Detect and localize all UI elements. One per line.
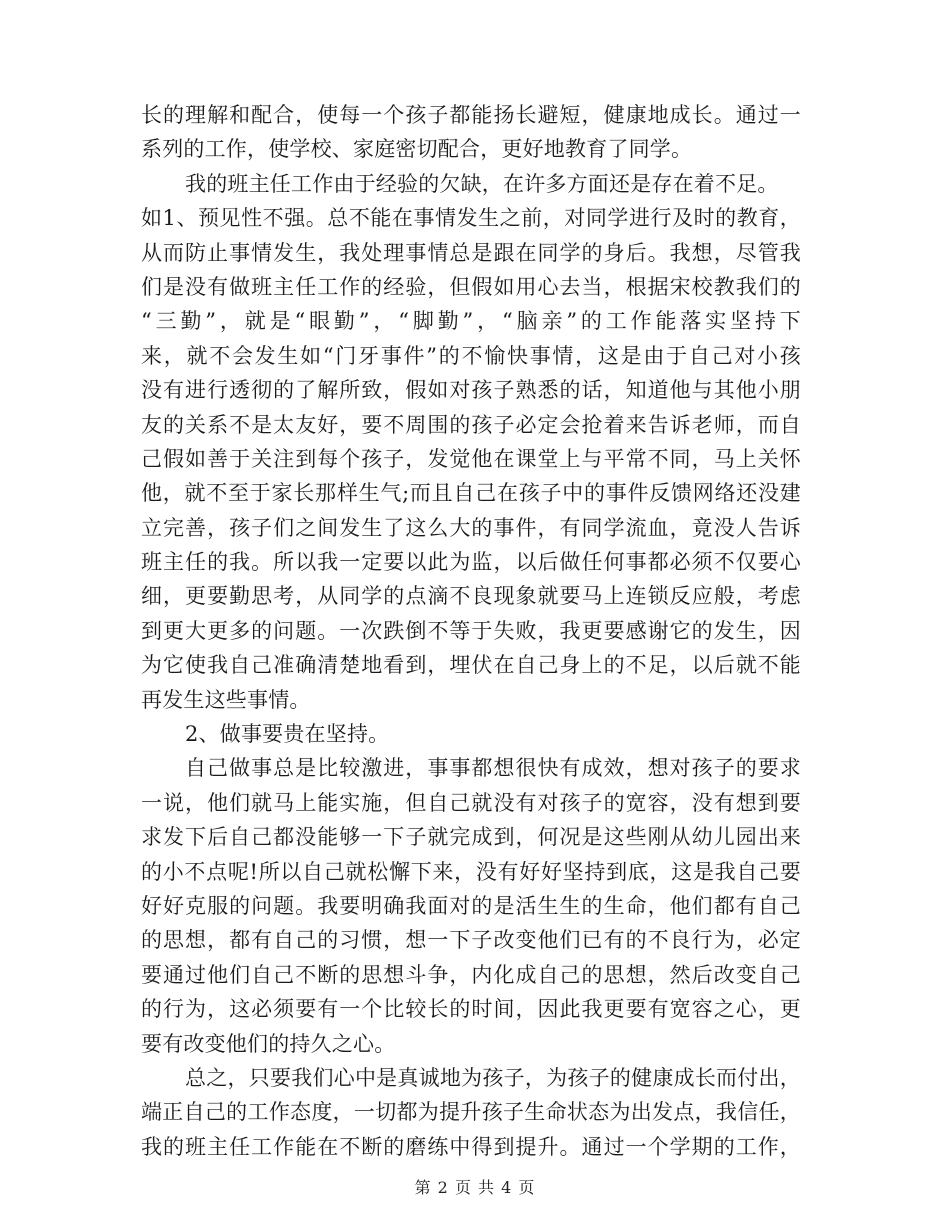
text-line: 们是没有做班主任工作的经验，但假如用心去当，根据宋校教我们的: [141, 274, 801, 299]
text-line: 系列的工作，使学校、家庭密切配合，更好地教育了同学。: [141, 137, 693, 162]
text-line: 班主任的我。所以我一定要以此为监，以后做任何事都必须不仅要心: [141, 550, 801, 575]
text-line: 一说，他们就马上能实施，但自己就没有对孩子的宽容，没有想到要: [141, 790, 801, 815]
text-line: 从而防止事情发生，我处理事情总是跟在同学的身后。我想，尽管我: [141, 240, 801, 265]
document-body: [141, 98, 801, 1164]
text-line: 为它使我自己准确清楚地看到，埋伏在自己身上的不足，以后就不能: [141, 653, 801, 678]
text-line: 端正自己的工作态度，一切都为提升孩子生命状态为出发点，我信任，: [141, 1100, 801, 1125]
text-line: 己假如善于关注到每个孩子，发觉他在课堂上与平常不同，马上关怀: [141, 446, 801, 471]
text-line: 求发下后自己都没能够一下子就完成到，何况是这些刚从幼儿园出来: [141, 825, 801, 850]
text-line: 立完善，孩子们之间发生了这么大的事件，有同学流血，竟没人告诉: [141, 515, 801, 540]
text-line: 好好克服的问题。我要明确我面对的是活生生的生命，他们都有自己: [141, 893, 801, 918]
text-line: 来，就不会发生如“门牙事件”的不愉快事情，这是由于自己对小孩: [141, 343, 801, 368]
text-line: 没有进行透彻的了解所致，假如对孩子熟悉的话，知道他与其他小朋: [141, 378, 801, 403]
text-line: 自己做事总是比较激进，事事都想很快有成效，想对孩子的要求: [185, 756, 801, 781]
section-heading: 2、做事要贵在坚持。: [185, 722, 390, 747]
text-line: 友的关系不是太友好，要不周围的孩子必定会抢着来告诉老师，而自: [141, 412, 801, 437]
text-line: 的小不点呢!所以自己就松懈下来，没有好好坚持到底，这是我自己要: [141, 859, 801, 884]
text-line: 要通过他们自己不断的思想斗争，内化成自己的思想，然后改变自己: [141, 962, 801, 987]
text-line: 细，更要勤思考，从同学的点滴不良现象就要马上连锁反应般，考虑: [141, 584, 801, 609]
text-line: 如1、预见性不强。总不能在事情发生之前，对同学进行及时的教育，: [141, 206, 801, 231]
text-line: 他，就不至于家长那样生气;而且自己在孩子中的事件反馈网络还没建: [141, 481, 801, 506]
text-line: 要有改变他们的持久之心。: [141, 1031, 396, 1056]
text-line: 我的班主任工作能在不断的磨练中得到提升。通过一个学期的工作，: [141, 1134, 801, 1159]
text-line: 到更大更多的问题。一次跌倒不等于失败，我更要感谢它的发生，因: [141, 618, 801, 643]
text-line: 总之，只要我们心中是真诚地为孩子，为孩子的健康成长而付出，: [185, 1065, 801, 1090]
text-line: 的行为，这必须要有一个比较长的时间，因此我更要有宽容之心，更: [141, 997, 801, 1022]
text-line: 长的理解和配合，使每一个孩子都能扬长避短，健康地成长。通过一: [141, 103, 801, 127]
page-number-footer: 第 2 页 共 4 页: [414, 1178, 536, 1197]
text-line: “三勤”，就是“眼勤”，“脚勤”，“脑亲”的工作能落实坚持下: [141, 309, 801, 334]
text-line: 的思想，都有自己的习惯，想一下子改变他们已有的不良行为，必定: [141, 928, 801, 953]
text-line: 我的班主任工作由于经验的欠缺，在许多方面还是存在着不足。: [185, 171, 779, 196]
text-line: 再发生这些事情。: [141, 687, 311, 712]
